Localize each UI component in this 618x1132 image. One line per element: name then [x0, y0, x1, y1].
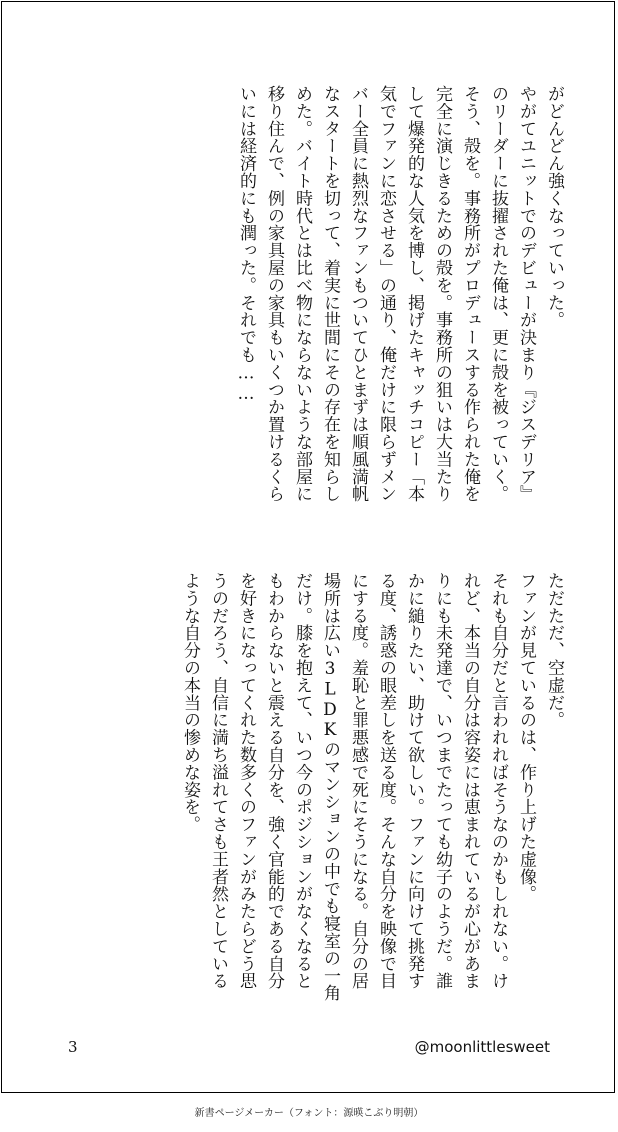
text-line: る度、誘惑の眼差しを送る度。そんな自分を映像で目 [376, 572, 396, 990]
text-line: もわからないと震える自分を、強く官能的である自分 [264, 572, 284, 990]
text-line: を好きになってくれた数多くのファンがみたらどう思 [236, 572, 256, 990]
text-line: いには経済的にも潤った。それでも…… [236, 85, 256, 405]
author-handle: @moonlittlesweet [414, 1038, 550, 1056]
text-line: それも自分だと言われればそうなのかもしれない。け [488, 572, 508, 990]
text-line: ような自分の本当の惨めな姿を。 [180, 572, 200, 833]
text-line: 移り住んで、例の家具屋の家具もいくつか置けるくら [264, 85, 284, 503]
text-line: だけ。膝を抱えて、いつ今のポジションがなくなると [292, 572, 312, 990]
text-line: のリーダーに抜擢された俺は、更に殻を被っていく。 [488, 85, 508, 503]
text-line: そう、殻を。事務所がプロデュースする作られた俺を [460, 85, 480, 503]
text-line: れど、本当の自分は容姿には恵まれているが心があま [460, 572, 480, 990]
text-block-top [237, 85, 562, 525]
text-line: うのだろう、自信に満ち溢れてさも王者然としている [208, 572, 228, 990]
text-line: やがてユニットでのデビューが決まり『ジスデリア』 [516, 85, 536, 503]
text-line: 気でファンに恋させる」の通り、俺だけに限らずメン [376, 85, 396, 503]
text-block-bottom [181, 572, 562, 1012]
page-number: 3 [68, 1038, 78, 1056]
text-line: 場所は広い3LDKのマンションの中でも寝室の一角 [320, 572, 340, 1002]
text-line: にする度。羞恥と罪悪感で死にそうになる。自分の居 [348, 572, 368, 990]
text-line: かに縋りたい、助けて欲しい。ファンに向けて挑発す [404, 572, 424, 990]
text-line: ただただ、空虚だ。 [544, 572, 564, 729]
footer-credit: 新書ページメーカー（フォント：源暎こぶり明朝） [194, 1108, 424, 1119]
text-line: ファンが見ているのは、作り上げた虚像。 [516, 572, 536, 903]
text-line: めた。バイト時代とは比べ物にならないような部屋に [292, 85, 312, 503]
page-frame [1, 1, 615, 1093]
text-line: りにも未発達で、いつまでたっても幼子のようだ。誰 [432, 572, 452, 990]
text-line: バー全員に熱烈なファンもついてひとまずは順風満帆 [348, 85, 368, 503]
text-line: がどんどん強くなっていった。 [544, 85, 564, 329]
text-line: なスタートを切って、着実に世間にその存在を知らし [320, 85, 340, 503]
text-line: して爆発的な人気を博し、掲げたキャッチコピー「本 [404, 85, 424, 503]
text-line: 完全に演じきるための殻を。事務所の狙いは大当たり [432, 85, 452, 503]
